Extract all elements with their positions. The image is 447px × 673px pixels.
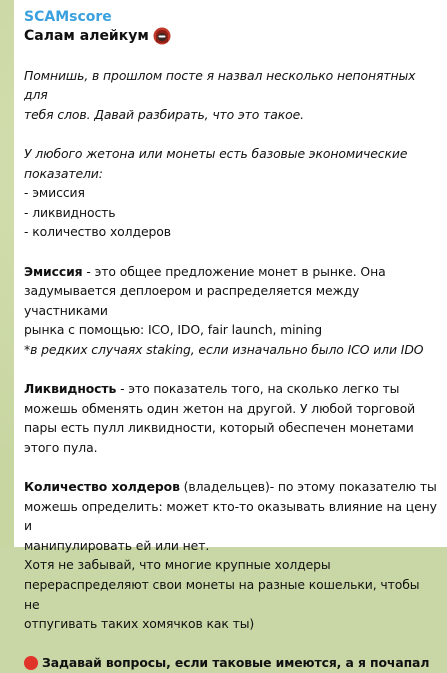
basics-line-1: У любого жетона или монеты есть базовые экономические [24, 145, 408, 161]
holders-line-2: можешь определить: может кто-то оказывать влияние на цену и [24, 498, 437, 534]
hooded-face-emoji-icon [153, 27, 171, 45]
emission-line-3: рынка с помощью: ICO, IDO, fair launch, mining [24, 322, 323, 338]
closing-text: Задавай вопросы, если таковые имеются, а я почапал [42, 655, 430, 671]
emission-note: *в редких случаях staking, если изначально было ICO или IDO [24, 341, 424, 357]
sender-name[interactable]: SCAMscore [24, 9, 112, 25]
greeting-text: Салам алейкум [24, 28, 149, 44]
holders-definition: (владельцев)- по этому показателю ты [179, 479, 437, 495]
message-bubble[interactable] [14, 0, 447, 671]
emission-line-2: задумывается деплоером и распределяется между участниками [24, 283, 360, 318]
basics-line-2: показатели: [24, 165, 103, 181]
holders-line-1 [24, 477, 437, 497]
holders-line-6: отпугивать таких хомячков как ты) [24, 616, 255, 632]
closing-line [24, 653, 437, 673]
list-item: - эмиссия [24, 185, 85, 201]
greeting-line [24, 26, 437, 46]
list-item: - количество холдеров [24, 224, 171, 240]
holders-line-3: манипулировать ей или нет. [24, 537, 210, 553]
liquidity-definition: - это показатель того, на сколько легко ты [116, 381, 400, 397]
emission-term: Эмиссия [24, 263, 83, 279]
liquidity-line-4: этого пула. [24, 439, 98, 455]
liquidity-line-1 [24, 379, 437, 399]
red-circle-icon [24, 656, 38, 670]
intro-line-2: тебя слов. Давай разбирать, что это такое. [24, 106, 304, 122]
holders-line-5: перераспределяют свои монеты на разные кошельки, чтобы не [24, 577, 420, 612]
list-item: - ликвидность [24, 204, 116, 220]
liquidity-line-3: пары есть пулл ликвидности, который обеспечен монетами [24, 420, 414, 436]
holders-term: Количество холдеров [24, 479, 180, 495]
emission-line-1 [24, 262, 437, 282]
liquidity-line-2: можешь обменять один жетон на другой. У любой торговой [24, 400, 416, 416]
liquidity-term: Ликвидность [24, 381, 117, 397]
holders-line-4: Хотя не забывай, что многие крупные холдеры [24, 557, 331, 573]
emission-definition: - это общее предложение монет в рынке. Она [82, 263, 386, 279]
intro-line-1: Помнишь, в прошлом посте я назвал несколько непонятных для [24, 67, 416, 103]
